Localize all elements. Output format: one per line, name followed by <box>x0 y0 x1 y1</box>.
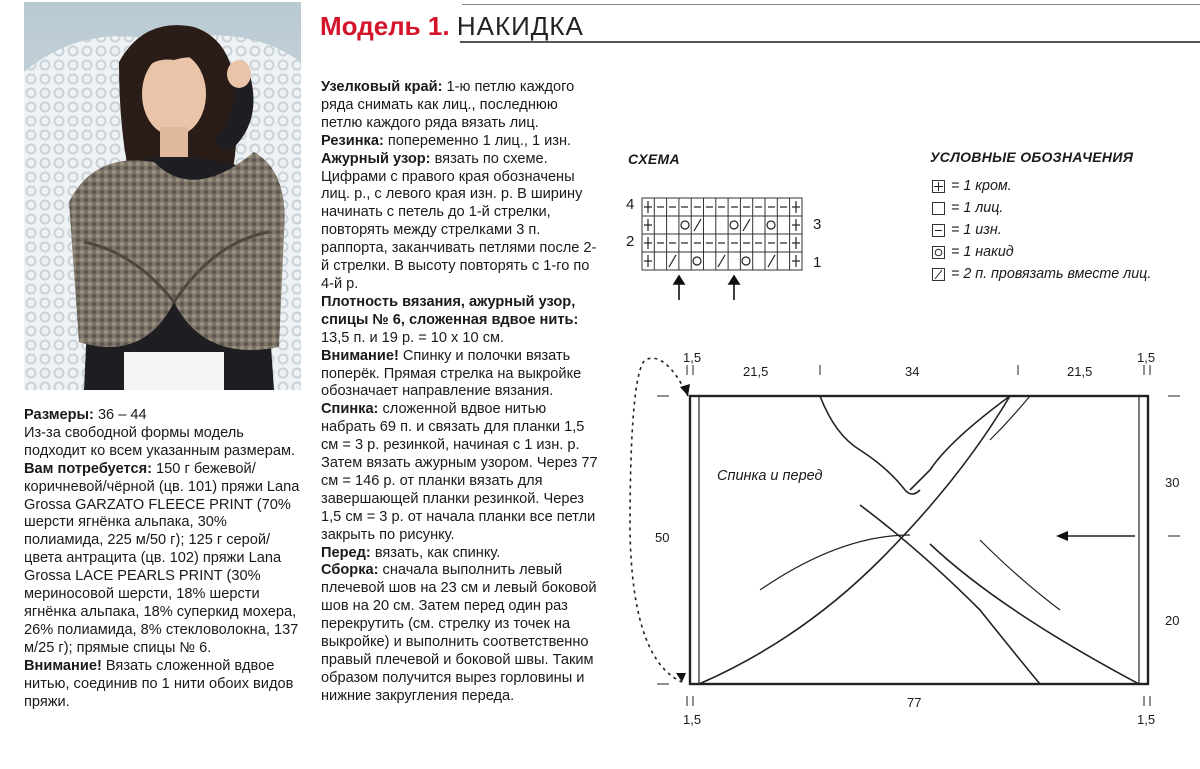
dim-bottom-1: 1,5 <box>683 712 702 727</box>
pattern-outline <box>690 396 1148 684</box>
dim-right-1: 30 <box>1165 475 1180 490</box>
legend-item-k2tog <box>932 266 1151 282</box>
instruction-paragraph <box>321 401 603 544</box>
legend-text: = 1 изн. <box>951 222 1002 238</box>
dim-bottom-2: 77 <box>907 695 922 710</box>
legend-text: = 1 кром. <box>951 178 1012 194</box>
schema-title: СХЕМА <box>628 151 680 167</box>
k2tog-icon <box>932 268 945 281</box>
instruction-text: 1-ю петлю каждого ряда снимать как лиц., последнюю петлю каждого ряда вязать лиц. <box>321 79 575 131</box>
dim-top-3: 34 <box>905 364 920 379</box>
dim-top-2: 21,5 <box>743 364 769 379</box>
dim-top-5: 1,5 <box>1137 350 1156 365</box>
instruction-text: вязать по схеме. Цифрами с правого края обозначены лиц. р., с левого края изн. р. В ширину начинать с петель до 1-й стрелки, повторять между стрелками 3 п. раппорта, заканчивать петлями после 2-й стрелки. В высоту повторять с 1-го по 4-й р. <box>321 150 597 292</box>
legend-title: УСЛОВНЫЕ ОБОЗНАЧЕНИЯ <box>930 149 1134 165</box>
sizes-value: 36 – 44 <box>93 407 147 423</box>
edge-stitch-icon <box>932 180 945 193</box>
pattern-label: Спинка и перед <box>717 468 823 484</box>
instruction-text: сложенной вдвое нитью набрать 69 п. и связать для планки 1,5 см = 3 р. резинкой, начиная с 1 изн. р. Затем вязать ажурным узором. Через 77 см = 146 р. от планки вязать для завершающей планки резинкой. Через 1,5 см = 3 р. от начала планки все петли закрыть по рисунку. <box>321 401 598 543</box>
yarn-over-icon <box>932 246 945 259</box>
pattern-diagram <box>620 340 1200 730</box>
model-photo <box>24 2 301 390</box>
dim-left: 50 <box>655 530 670 545</box>
materials-label: Вам потребуется: <box>24 460 152 477</box>
row-label-3: 3 <box>813 216 822 233</box>
sizes-paragraph <box>24 407 306 425</box>
dim-bottom-3: 1,5 <box>1137 712 1156 727</box>
page-title <box>320 10 584 42</box>
dim-top-4: 21,5 <box>1067 364 1093 379</box>
dim-top-1: 1,5 <box>683 350 702 365</box>
model-photo-illustration <box>24 2 301 390</box>
instruction-text: сначала выполнить левый плечевой шов на 23 см и левый боковой шов на 20 см. Затем перед один раз перекрутить (см. стрелку из точек на выкройке) и выполнить соответственно правый плечевой и боковой швы. Таким образом получится вырез горловины и нижние закругления переда. <box>321 562 597 704</box>
left-text-column <box>24 407 306 711</box>
instruction-paragraph <box>321 348 603 402</box>
dim-right-2: 20 <box>1165 613 1180 628</box>
instruction-label: Сборка: <box>321 562 379 579</box>
stitch-chart <box>640 196 810 306</box>
instruction-paragraph <box>321 562 603 705</box>
instruction-label: Спинка: <box>321 401 379 418</box>
materials-text: 150 г бежевой/коричневой/чёрной (цв. 101) пряжи Lana Grossa GARZATO FLEECE PRINT (70% шерсти ягнёнка альпака, 30% полиамида, 225 м/50 г); 125 г серой/цвета антрацита (цв. 102) пряжи Lana Grossa LACE PEARLS PRINT (30% мериносовой шерсти, 18% шерсти ягнёнка альпака, 18% суперкид мохера, 26% полиамида, 8% стекловолокна, 137 м/25 г); прямые спицы № 6. <box>24 460 300 656</box>
top-rule <box>462 4 1200 5</box>
model-name: НАКИДКА <box>456 11 584 41</box>
legend-item-yarn-over <box>932 244 1014 260</box>
instruction-label: Перед: <box>321 544 371 561</box>
instruction-text: Спинку и полочки вязать поперёк. Прямая стрелка на выкройке обозначает направление вязания. <box>321 347 582 400</box>
instruction-text: попеременно 1 лиц., 1 изн. <box>383 132 572 149</box>
attention-paragraph <box>24 658 306 712</box>
model-label: Модель 1 <box>320 11 443 41</box>
instruction-label: Внимание! <box>321 347 399 364</box>
instruction-text: 13,5 п. и 19 р. = 10 х 10 см. <box>321 329 505 346</box>
attention-text: Вязать сложенной вдвое нитью, соединив по 1 нити обоих видов пряжи. <box>24 657 294 710</box>
instruction-paragraph <box>321 294 603 348</box>
sizes-label: Размеры: <box>24 407 94 423</box>
instruction-label: Узелковый край: <box>321 79 443 95</box>
sizes-note: Из-за свободной формы модель подходит ко всем указанным размерам. <box>24 424 296 459</box>
legend-item-edge <box>932 178 1012 194</box>
instruction-text: вязать, как спинку. <box>370 544 501 561</box>
instruction-paragraph <box>321 545 603 563</box>
instruction-label: Плотность вязания, ажурный узор, спицы № 6, сложенная вдвое нить: <box>321 293 579 328</box>
middle-text-column <box>321 79 603 706</box>
title-rule <box>460 41 1200 43</box>
row-label-2: 2 <box>626 233 635 250</box>
title-dot: . <box>442 11 450 41</box>
legend-item-knit <box>932 200 1003 216</box>
attention-label: Внимание! <box>24 657 102 674</box>
legend-text: = 2 п. провязать вместе лиц. <box>951 266 1152 282</box>
legend-text: = 1 лиц. <box>951 200 1004 216</box>
knit-stitch-icon <box>932 202 945 215</box>
instruction-paragraph <box>321 133 603 151</box>
row-label-4: 4 <box>626 196 635 213</box>
instruction-paragraph <box>321 79 603 133</box>
legend-item-purl <box>932 222 1002 238</box>
row-label-1: 1 <box>813 254 822 271</box>
purl-stitch-icon <box>932 224 945 237</box>
materials-paragraph <box>24 461 306 658</box>
instruction-paragraph <box>321 151 603 294</box>
instruction-label: Резинка: <box>321 132 384 149</box>
instruction-label: Ажурный узор: <box>321 150 431 167</box>
legend-text: = 1 накид <box>951 244 1014 260</box>
